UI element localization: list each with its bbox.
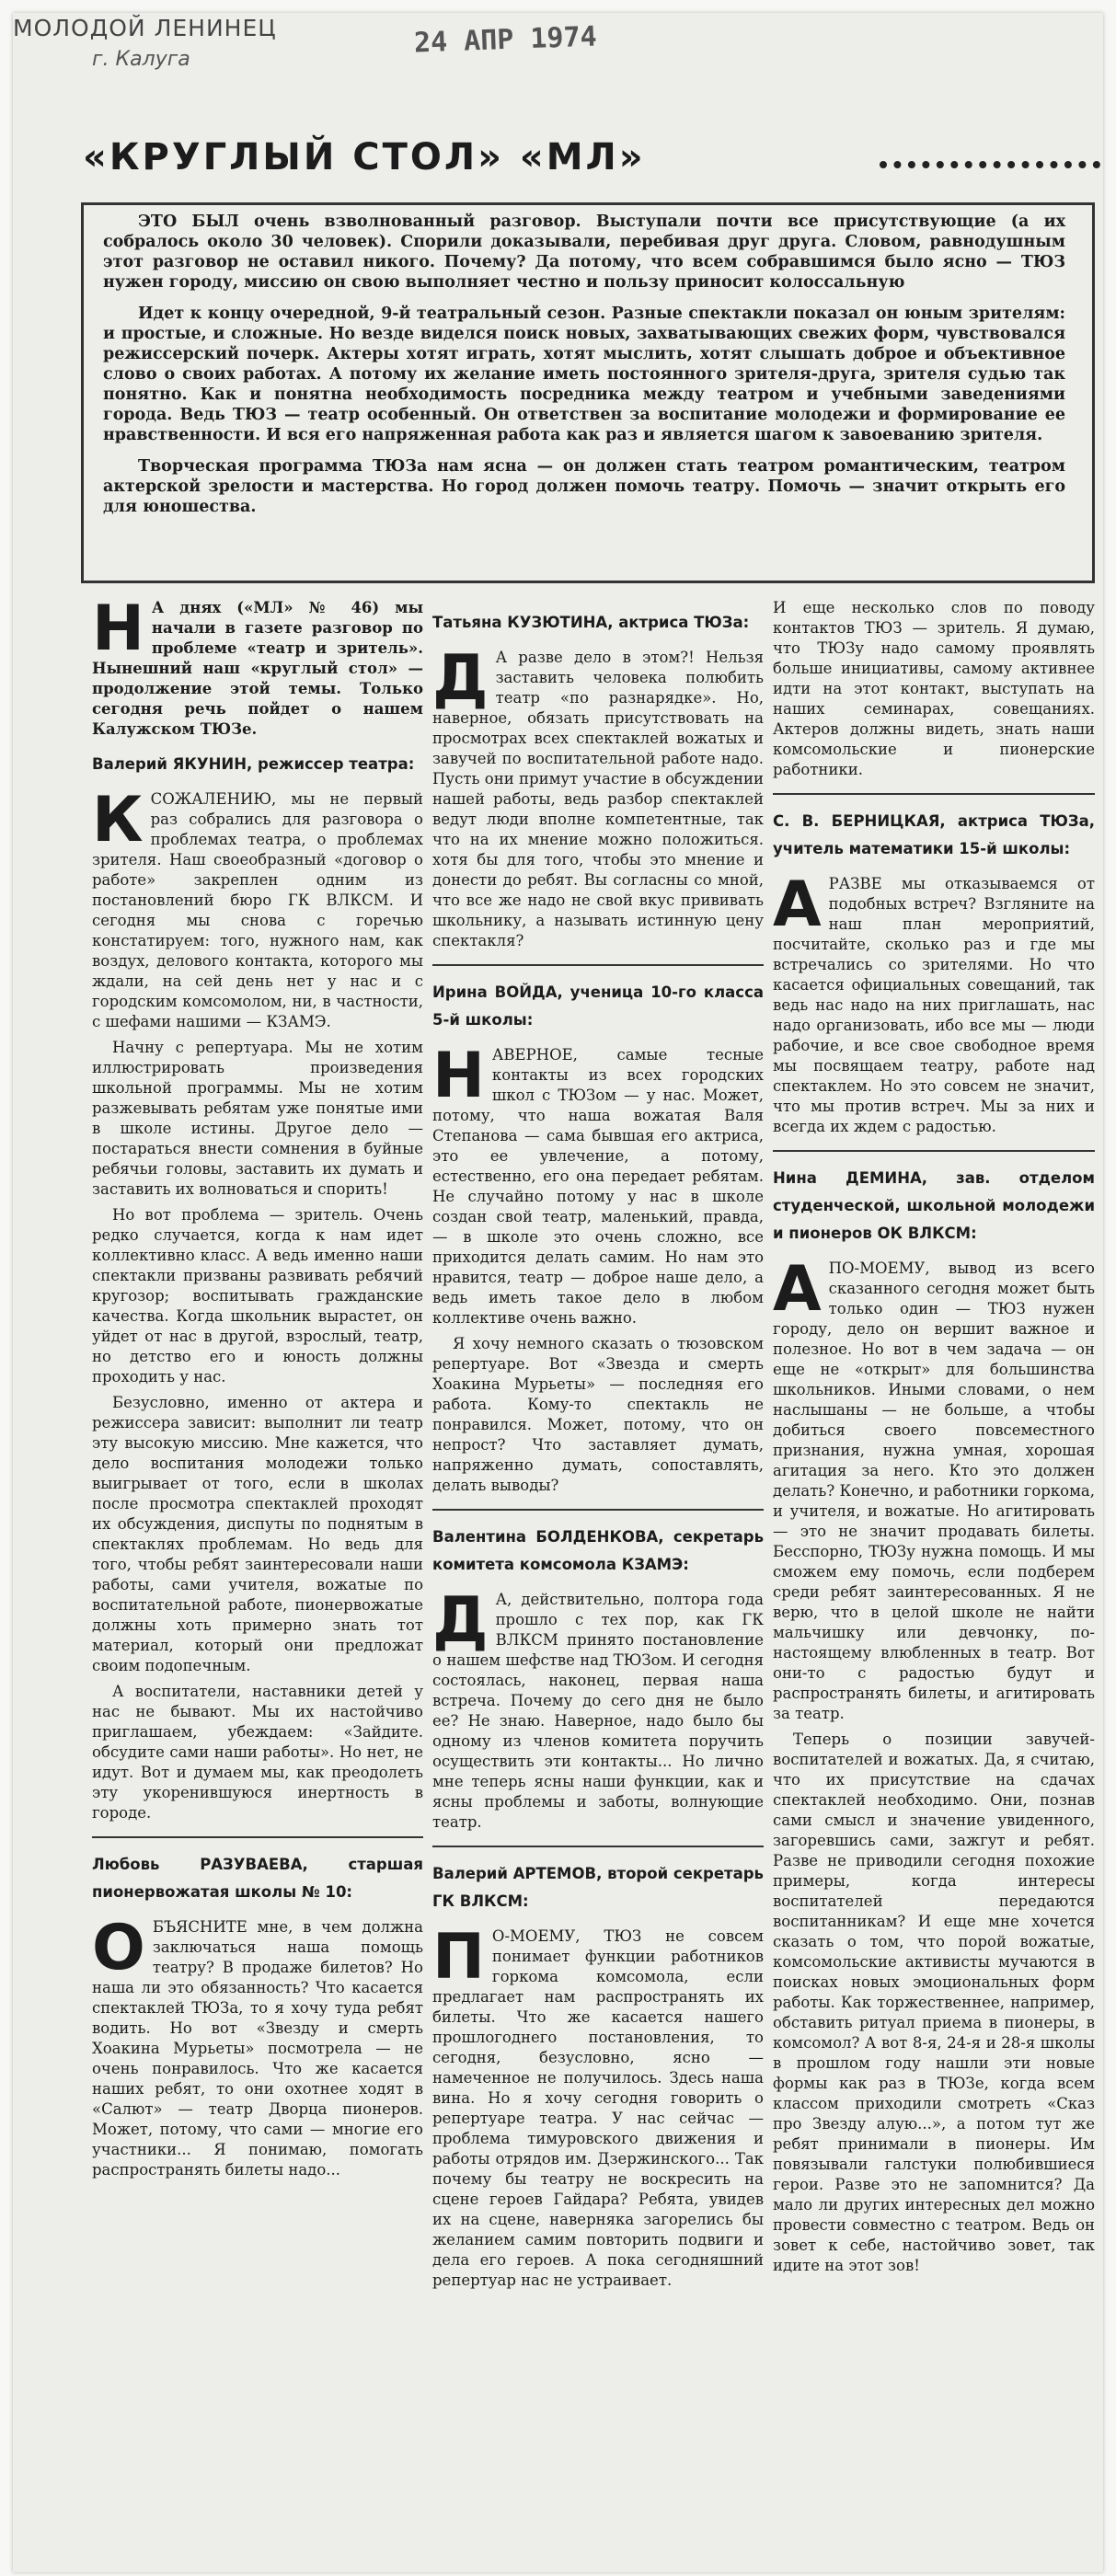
paragraph: А разве дело в этом?! Нельзя заставить человека полюбить театр «по разнарядке». Но, наверное, обязать присутствовать на просмотрах всех спектаклей вожатых и завучей по воспитательной работе надо. Пусть они примут участие в обсуждении нашей работы, ведь разбор спектаклей ведут люди вполне компетентные, так что на их мнение можно положиться. хотя бы для того, чтобы это мнение и донести до ребят. Вы согласны со мной, что все же надо не свой вкус прививать школьнику, а называть истинную цену спектакля? xyxy=(432,649,764,949)
lead-paragraph: Идет к концу очередной, 9-й театральный сезон. Разные спектакли показал он юным зрителям: и простые, и сложные. Но везде виделся поиск новых, захватывающих свежих форм, чувствовался режиссерский почерк. Актеры хотят играть, хотят мыслить, хотят слышать доброе и объективное слово о своих работах. А потому их желание иметь постоянного зрителя-друга, зрителя судью так понятно. Как и понятна необходимость посредника между театром и учебными заведениями города. Ведь ТЮЗ — театр особенный. Он ответствен за воспитание молодежи и формирование ее нравственности. И вся его напряженная работа как раз и является шагом к завоеванию зрителя. xyxy=(103,305,1065,444)
lead-paragraph: Творческая программа ТЮЗа нам ясна — он должен стать театром романтическим, театром актерской зрелости и мастерства. Но город должен помочь театру. Помочь — значит открыть его для юношества. xyxy=(103,457,1065,516)
intro xyxy=(92,592,423,740)
paragraph: И еще несколько слов по поводу контактов ТЮЗ — зритель. Я думаю, что ТЮЗу надо самому проявлять больше инициативы, самому активнее идти на этот контакт, выступать на наших семинарах, совещаниях. Актеров должны видеть, знать наши комсомольские и пионерские работники. xyxy=(773,599,1095,778)
paragraph: Теперь о позиции завучей-воспитателей и вожатых. Да, я считаю, что их присутствие на сдачах спектаклей необходимо. Они, познав сами смысл и значение увиденного, загоревшись сами, зажгут и ребят. Разве не приводили сегодня похожие примеры, когда интересы воспитателей передаются воспитанникам? И еще мне хочется сказать о том, что порой вожатые, комсомольские активисты мучаются в поисках новых эмоциональных форм работы. Как торжественнее, например, обставить ритуал приема в пионеры, в комсомол? А вот 8-я, 24-я и 28-я школы в прошлом году нашли эти новые формы как раз в ТЮЗе, когда всем классом приходили смотреть «Сказ про Звезду алую...», а потом тут же ребят принимали в пионеры. Им повязывали галстуки полюбившиеся герои. Разве это не запомнится? Да мало ли других интересных дел можно провести совместно с театром. Ведь он зовет к себе, настойчиво зовет, так идите на этот зов! xyxy=(773,1731,1095,2274)
paragraph: АВЕРНОЕ, самые тесные контакты из всех городских школ с ТЮЗом — у нас. Может, потому, что наша вожатая Валя Степанова — сама бывшая его актриса, это ее увлечение, а потому, естественно, его она передает ребятам. Не случайно потому у нас в школе создан свой театр, маленький, правда, — в школе это очень сложно, все приходится делать самим. Но нам это нравится, театр — доброе наше дело, а ведь иметь такое дело в любом коллективе очень важно. xyxy=(432,1046,764,1327)
dropcap: Н xyxy=(432,1040,485,1112)
paragraph: Безусловно, именно от актера и режиссера зависит: выполнит ли театр эту высокую миссию. Мне кажется, что дело воспитания молодежи только выигрывает от того, если в школах после просмотра спектаклей проходят их обсуждения, диспуты по поднятым в спектаклях проблемам. Но ведь для того, чтобы ребят заинтересовали наши работы, сами учителя, вожатые по воспитательной работе, пионервожатые должны хоть примерно знать тот материал, который они предложат своим подопечным. xyxy=(92,1394,423,1674)
paragraph: ПО-МОЕМУ, вывод из всего сказанного сегодня может быть только один — ТЮЗ нужен городу, дело он вершит важное и полезное. Но вот в чем задача — он еще не «открыт» для большинства школьников. Иными словами, о нем наслышаны — не больше, а чтобы добиться своего повсеместного признания, нужна умная, хорошая агитация за него. Кто это должен делать? Конечно, и работники горкома, и учителя, и вожатые. Но агитировать — это не значит продавать билеты. Бесспорно, ТЮЗу нужна помощь. И мы сможем ему помочь, если подберем среди ребят заинтересованных. Я не верю, что в целой школе не найти мальчишку или девчонку, по-настоящему влюбленных в театр. Вот они-то с радостью будут и распространять билеты, и агитировать за театр. xyxy=(773,1259,1095,1722)
author-line: Татьяна КУЗЮТИНА, актриса ТЮЗа: xyxy=(432,614,750,631)
separator xyxy=(432,1509,764,1511)
separator xyxy=(773,1150,1095,1152)
author-line: Нина ДЕМИНА, зав. отделом студенческой, школьной молодежи и пионеров ОК ВЛКСМ: xyxy=(773,1169,1095,1242)
dropcap: А xyxy=(773,868,822,941)
separator xyxy=(432,1846,764,1847)
separator xyxy=(432,964,764,966)
dropcap: К xyxy=(92,784,144,857)
paragraph: БЪЯСНИТЕ мне, в чем должна заключаться наша помощь театру? В продаже билетов? Но наша ли это обязанность? Что касается спектаклей ТЮЗа, то я хочу туда ребят водить. Но вот «Звезду и смерть Хоакина Мурьеты» посмотрела — не очень понравилось. Что же касается наших ребят, то они охотнее ходят в «Салют» — театр Дворца пионеров. Может, потому, что сами — многие его участники... Я понимаю, помогать распространять билеты надо... xyxy=(92,1918,423,2179)
speaker-block xyxy=(432,1040,764,1496)
column-3 xyxy=(773,598,1095,2282)
author-line: Ирина ВОЙДА, ученица 10-го класса 5-й школы: xyxy=(432,983,764,1029)
lead-text xyxy=(103,212,1065,528)
author-line: Валентина БОЛДЕНКОВА, секретарь комитета комсомола КЗАМЭ: xyxy=(432,1528,764,1573)
paragraph: РАЗВЕ мы отказываемся от подобных встреч? Взгляните на наш план мероприятий, посчитайте, сколько раз и где мы встречались со зрителями. Но что касается официальных совещаний, так ведь нас надо на них приглашать, нас надо организовать, ибо все мы — люди рабочие, и все свое свободное время мы посвящаем театру, работе над спектаклем. Но это совсем не значит, что мы против встреч. Мы за них и всегда их ждем с радостью. xyxy=(773,875,1095,1135)
speaker-block xyxy=(432,1584,764,1833)
newspaper-city: г. Калуга xyxy=(92,48,190,71)
separator xyxy=(92,1836,423,1838)
speaker-block xyxy=(432,1921,764,2291)
headline-decorative-rule xyxy=(880,161,1100,168)
dropcap: Н xyxy=(92,592,144,665)
dropcap: Д xyxy=(432,1584,489,1657)
speaker-block xyxy=(773,868,1095,1137)
speaker-block xyxy=(773,1253,1095,2276)
paragraph: Но вот проблема — зритель. Очень редко случается, когда к нам идет коллективно класс. А ведь именно наши спектакли призваны развивать ребячий кругозор; воспитывать гражданские качества. Когда школьник вырастет, он уйдет от нас в другой, взрослый, театр, но детство его и юность должны проходить у нас. xyxy=(92,1206,423,1386)
intro-text: А днях («МЛ» № 46) мы начали в газете разговор по проблеме «театр и зритель». Нынешний наш «круглый стол» — продолжение этой темы. Только сегодня речь пойдет о нашем Калужском ТЮЗе. xyxy=(92,599,423,738)
dropcap: Д xyxy=(432,642,489,715)
column-1 xyxy=(92,592,423,2186)
paragraph: СОЖАЛЕНИЮ, мы не первый раз собрались для разговора о проблемах театра, о проблемах зрителя. Наш своеобразный «договор о работе» закреплен одним из постановлений бюро ГК ВЛКСМ. И сегодня мы снова с горечью констатируем: того, нужного нам, как воздух, делового контакта, которого мы ждали, на сей день нет у нас и с городским комсомолом, ни, в частности, с шефами нашими — КЗАМЭ. xyxy=(92,790,423,1030)
author-line: С. В. БЕРНИЦКАЯ, актриса ТЮЗа, учитель математики 15-й школы: xyxy=(773,812,1095,857)
paragraph: Я хочу немного сказать о тюзовском репертуаре. Вот «Звезда и смерть Хоакина Мурьеты» — последняя его работа. Кому-то спектакль не понравился. Может, потому, что он непрост? Что заставляет думать, напряженно думать, сопоставлять, делать выводы? xyxy=(432,1335,764,1494)
author-line: Валерий ЯКУНИН, режиссер театра: xyxy=(92,755,415,773)
author-line: Любовь РАЗУВАЕВА, старшая пионервожатая школы № 10: xyxy=(92,1856,423,1901)
paragraph: Начну с репертуара. Мы не хотим иллюстрировать произведения школьной программы. Мы не хотим разжевывать ребятам уже понятые ими в школе истины. Другое дело — постараться внести сомнения в буйные ребячьи головы, заставить их думать и заставить их волноваться и спорить! xyxy=(92,1039,423,1198)
paragraph: О-МОЕМУ, ТЮЗ не совсем понимает функции работников горкома комсомола, если предлагает нам распространять их билеты. Что же касается нашего прошлогоднего постановления, то сегодня, безусловно, ясно — намеченное не получилось. Здесь наша вина. Но я хочу сегодня говорить о репертуаре театра. У нас сейчас — проблема тимуровского движения и работы отрядов им. Дзержинского... Так почему бы театру не воскресить на сцене героев Гайдара? Ребята, увидев их на сцене, наверняка загорелись бы желанием самим повторить подвиги и дела его героев. А пока сегодняшний репертуар нас не устраивает. xyxy=(432,1927,764,2289)
headline: «КРУГЛЫЙ СТОЛ» «МЛ» xyxy=(83,136,646,178)
date-stamp: 24 АПР 1974 xyxy=(413,20,598,60)
column-2 xyxy=(432,598,764,2296)
lead-paragraph: ЭТО БЫЛ очень взволнованный разговор. Выступали почти все присутствующие (а их собралось около 30 человек). Спорили доказывали, перебивая друг друга. Словом, равнодушным этот разговор не оставил никого. Почему? Да потому, что всем собравшимся было ясно — ТЮЗ нужен городу, миссию он свою выполняет честно и пользу приносит колоссальную xyxy=(103,213,1065,292)
dropcap: О xyxy=(92,1912,145,1984)
paragraph: А, действительно, полтора года прошло с тех пор, как ГК ВЛКСМ принято постановление о нашем шефстве над ТЮЗом. И сегодня состоялась, наконец, первая наша встреча. Почему до сего дня не было ее? Не знаю. Наверное, надо было бы одному из членов комитета поручить осуществить эти контакты... Но лично мне теперь ясны наши функции, как и ясны проблемы и заботы, волнующие театр. xyxy=(432,1591,764,1831)
newspaper-name: МОЛОДОЙ ЛЕНИНЕЦ xyxy=(13,15,277,41)
speaker-block xyxy=(92,1912,423,2180)
dropcap: П xyxy=(432,1921,485,1994)
separator xyxy=(773,793,1095,795)
author-line: Валерий АРТЕМОВ, второй секретарь ГК ВЛКСМ: xyxy=(432,1865,764,1910)
speaker-block xyxy=(92,784,423,1823)
paragraph: А воспитатели, наставники детей у нас не бывают. Мы их настойчиво приглашаем, убеждаем: «Зайдите. обсудите сами наши работы». Но нет, не идут. Вот и думаем мы, как преодолеть эту укоренившуюся инертность в городе. xyxy=(92,1683,423,1822)
dropcap: А xyxy=(773,1253,822,1326)
speaker-block xyxy=(432,642,764,951)
